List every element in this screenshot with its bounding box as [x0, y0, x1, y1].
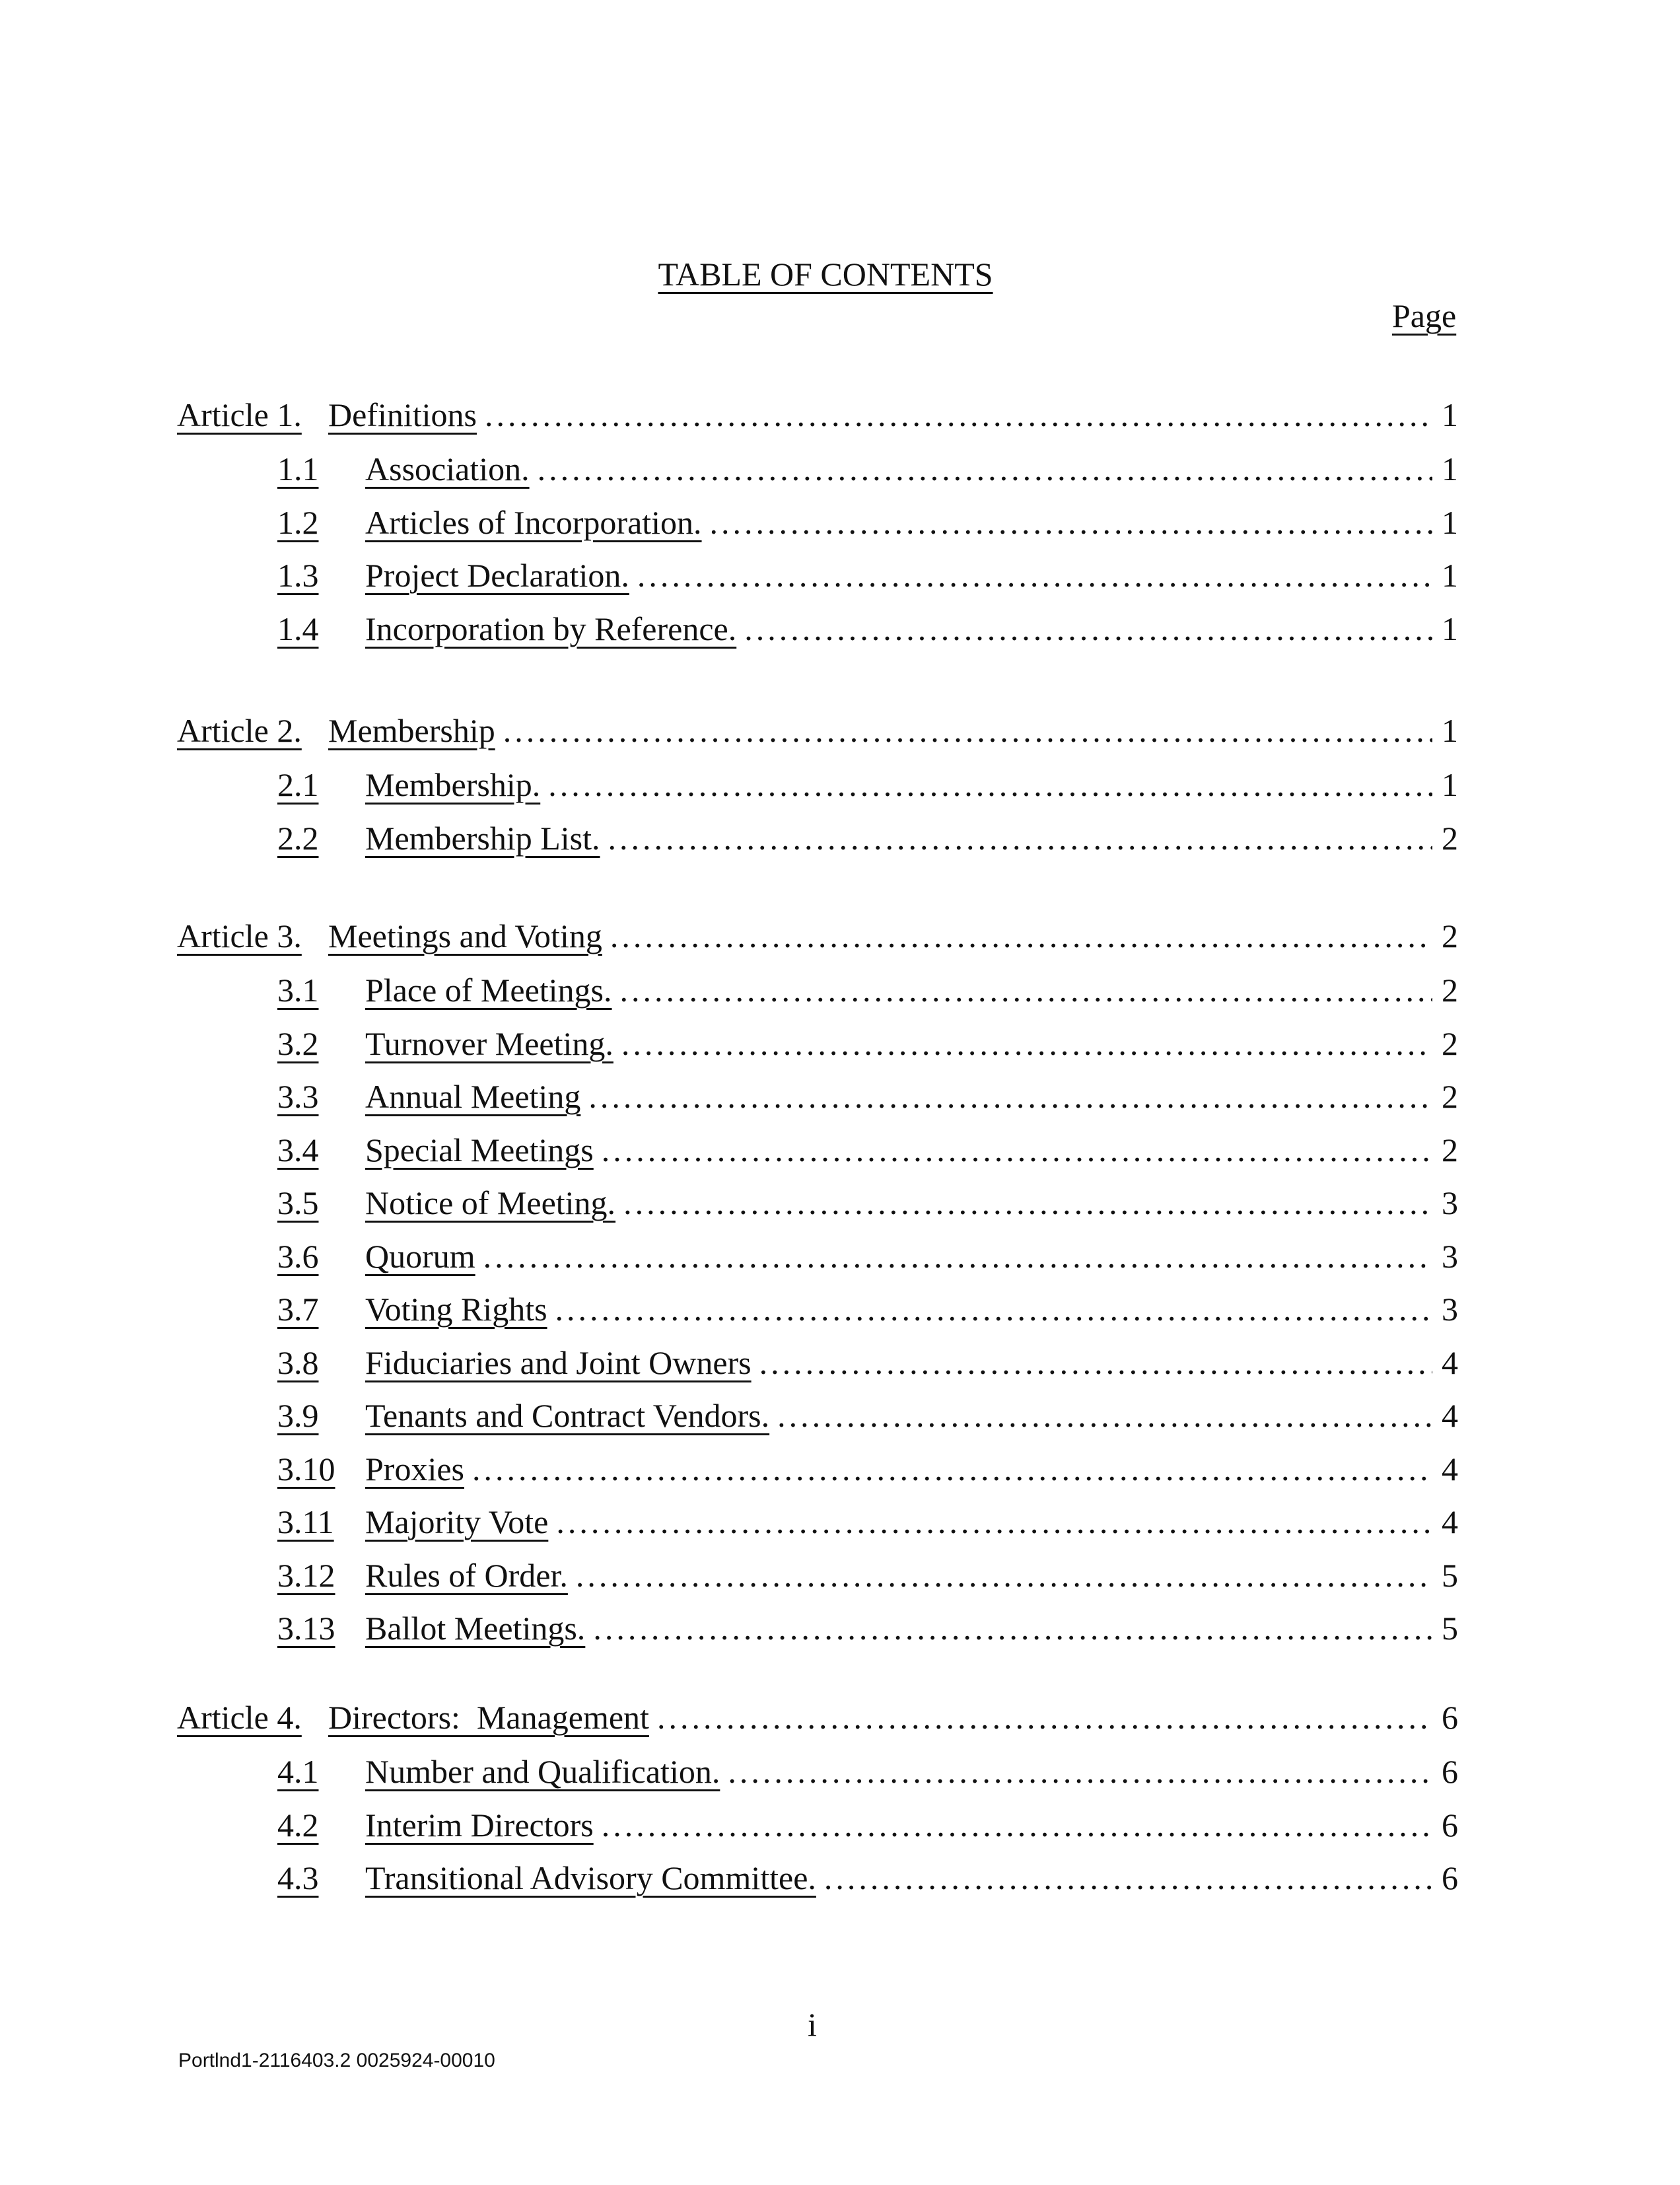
toc-article-row[interactable] — [0, 1698, 1680, 1737]
section-label-wrap — [365, 1396, 1458, 1435]
section-number: 4.2 — [277, 1806, 319, 1844]
dot-leader — [503, 711, 1432, 750]
article-title: Directors: Management — [328, 1699, 649, 1736]
section-label-wrap — [365, 1024, 1458, 1063]
dot-leader — [759, 1343, 1432, 1382]
toc-section-row[interactable] — [0, 765, 1680, 805]
dot-leader — [608, 818, 1432, 858]
section-page-number: 5 — [1442, 1610, 1458, 1647]
section-title: Voting Rights — [365, 1291, 547, 1328]
section-label-wrap — [365, 1858, 1458, 1898]
toc-section-row[interactable] — [0, 1502, 1680, 1542]
section-number: 3.5 — [277, 1184, 319, 1221]
section-page-number: 6 — [1442, 1806, 1458, 1844]
footer-document-id: Portlnd1-2116403.2 0025924-00010 — [178, 2050, 495, 2071]
toc-section-row[interactable] — [0, 1805, 1680, 1845]
toc-title-text: TABLE OF CONTENTS — [658, 256, 993, 293]
section-label-wrap — [365, 1608, 1458, 1648]
section-page-number: 3 — [1442, 1237, 1458, 1275]
section-number: 2.1 — [277, 766, 319, 803]
article-title: Membership — [328, 712, 495, 749]
dot-leader — [623, 1183, 1432, 1223]
toc-section-row[interactable] — [0, 1752, 1680, 1791]
toc-article-row[interactable] — [0, 395, 1680, 435]
dot-leader — [556, 1502, 1432, 1542]
section-page-number: 1 — [1442, 503, 1458, 541]
section-label-wrap — [365, 503, 1458, 542]
section-label-wrap — [365, 765, 1458, 805]
dot-leader — [555, 1289, 1432, 1329]
section-title: Number and Qualification. — [365, 1753, 720, 1790]
toc-section-row[interactable] — [0, 1858, 1680, 1898]
toc-article-row[interactable] — [0, 916, 1680, 956]
section-label-wrap — [365, 449, 1458, 489]
section-title: Membership. — [365, 766, 541, 803]
section-title: Interim Directors — [365, 1806, 594, 1844]
section-title: Membership List. — [365, 819, 600, 857]
article-heading: Article 2. — [177, 712, 302, 749]
toc-article-row[interactable] — [0, 711, 1680, 750]
section-label-wrap — [365, 1343, 1458, 1382]
section-title: Turnover Meeting. — [365, 1024, 613, 1062]
section-label-wrap — [365, 1805, 1458, 1845]
toc-section-row[interactable] — [0, 609, 1680, 649]
dot-leader — [637, 555, 1432, 595]
section-label-wrap — [365, 1502, 1458, 1542]
article-heading: Article 3. — [177, 917, 302, 954]
article-heading: Article 4. — [177, 1699, 302, 1736]
toc-section-row[interactable] — [0, 1449, 1680, 1489]
article-heading: Article 1. — [177, 396, 302, 433]
section-page-number: 1 — [1442, 450, 1458, 487]
section-page-number: 2 — [1442, 819, 1458, 857]
dot-leader — [777, 1396, 1432, 1435]
section-number: 3.7 — [277, 1291, 319, 1328]
section-page-number: 5 — [1442, 1556, 1458, 1594]
dot-leader — [728, 1752, 1432, 1791]
section-page-number: 2 — [1442, 972, 1458, 1009]
toc-section-row[interactable] — [0, 970, 1680, 1010]
section-label-wrap — [365, 609, 1458, 649]
toc-section-row[interactable] — [0, 503, 1680, 542]
toc-section-row[interactable] — [0, 818, 1680, 858]
section-number: 1.3 — [277, 557, 319, 594]
footer-page-number: i — [808, 2006, 817, 2043]
dot-leader — [593, 1608, 1432, 1648]
section-number: 1.2 — [277, 503, 319, 541]
section-page-number: 1 — [1442, 610, 1458, 647]
section-label-wrap — [365, 1449, 1458, 1489]
section-title: Project Declaration. — [365, 557, 629, 594]
section-number: 4.1 — [277, 1753, 319, 1790]
dot-leader — [744, 609, 1432, 649]
section-title: Quorum — [365, 1237, 475, 1275]
section-label-wrap — [365, 1183, 1458, 1223]
toc-title — [0, 254, 1651, 294]
section-title: Ballot Meetings. — [365, 1610, 586, 1647]
section-number: 3.10 — [277, 1450, 335, 1487]
section-page-number: 2 — [1442, 1131, 1458, 1168]
section-title: Special Meetings — [365, 1131, 594, 1168]
dot-leader — [576, 1556, 1432, 1595]
article-page-number: 1 — [1442, 396, 1458, 433]
article-page-number: 6 — [1442, 1699, 1458, 1736]
article-label-wrap — [328, 916, 1458, 956]
section-title: Tenants and Contract Vendors. — [365, 1397, 770, 1434]
section-number: 3.3 — [277, 1078, 319, 1115]
section-number: 3.4 — [277, 1131, 319, 1168]
section-number: 3.2 — [277, 1024, 319, 1062]
section-number: 1.1 — [277, 450, 319, 487]
section-label-wrap — [365, 1289, 1458, 1329]
dot-leader — [472, 1449, 1432, 1489]
dot-leader — [621, 1024, 1432, 1063]
section-page-number: 4 — [1442, 1450, 1458, 1487]
dot-leader — [538, 449, 1432, 489]
section-number: 3.9 — [277, 1397, 319, 1434]
section-page-number: 4 — [1442, 1397, 1458, 1434]
section-title: Transitional Advisory Committee. — [365, 1859, 816, 1896]
section-title: Association. — [365, 450, 530, 487]
section-page-number: 1 — [1442, 557, 1458, 594]
article-label-wrap — [328, 711, 1458, 750]
article-label-wrap — [328, 395, 1458, 435]
section-page-number: 4 — [1442, 1503, 1458, 1540]
section-page-number: 2 — [1442, 1078, 1458, 1115]
section-page-number: 3 — [1442, 1184, 1458, 1221]
section-title: Articles of Incorporation. — [365, 503, 702, 541]
toc-section-row[interactable] — [0, 1183, 1680, 1223]
toc-section-row[interactable] — [0, 1289, 1680, 1329]
section-label-wrap — [365, 1130, 1458, 1170]
section-page-number: 2 — [1442, 1024, 1458, 1062]
section-title: Notice of Meeting. — [365, 1184, 616, 1221]
section-number: 3.12 — [277, 1556, 335, 1594]
section-number: 3.11 — [277, 1503, 334, 1540]
toc-section-row[interactable] — [0, 555, 1680, 595]
section-title: Rules of Order. — [365, 1556, 568, 1594]
section-title: Proxies — [365, 1450, 464, 1487]
section-number: 3.13 — [277, 1610, 335, 1647]
article-page-number: 2 — [1442, 917, 1458, 954]
section-title: Annual Meeting — [365, 1078, 581, 1115]
section-label-wrap — [365, 970, 1458, 1010]
toc-section-row[interactable] — [0, 1396, 1680, 1435]
section-page-number: 4 — [1442, 1343, 1458, 1381]
toc-section-row[interactable] — [0, 449, 1680, 489]
article-title: Meetings and Voting — [328, 917, 602, 954]
section-number: 1.4 — [277, 610, 319, 647]
article-label-wrap — [328, 1698, 1458, 1737]
section-number: 3.6 — [277, 1237, 319, 1275]
toc-section-row[interactable] — [0, 1077, 1680, 1116]
dot-leader — [485, 395, 1432, 435]
toc-section-row[interactable] — [0, 1130, 1680, 1170]
section-number: 3.8 — [277, 1343, 319, 1381]
page-column-header: Page — [1392, 297, 1457, 334]
dot-leader — [602, 1130, 1432, 1170]
section-title: Incorporation by Reference. — [365, 610, 737, 647]
section-title: Place of Meetings. — [365, 972, 612, 1009]
dot-leader — [548, 765, 1432, 805]
section-number: 3.1 — [277, 972, 319, 1009]
dot-leader — [657, 1698, 1432, 1737]
dot-leader — [483, 1236, 1432, 1276]
dot-leader — [602, 1805, 1432, 1845]
section-label-wrap — [365, 818, 1458, 858]
section-label-wrap — [365, 1556, 1458, 1595]
dot-leader — [588, 1077, 1432, 1116]
section-title: Fiduciaries and Joint Owners — [365, 1343, 752, 1381]
section-page-number: 3 — [1442, 1291, 1458, 1328]
article-title: Definitions — [328, 396, 477, 433]
section-label-wrap — [365, 1236, 1458, 1276]
dot-leader — [710, 503, 1432, 542]
dot-leader — [610, 916, 1432, 956]
section-label-wrap — [365, 1077, 1458, 1116]
section-label-wrap — [365, 1752, 1458, 1791]
section-number: 2.2 — [277, 819, 319, 857]
section-page-number: 6 — [1442, 1859, 1458, 1896]
section-title: Majority Vote — [365, 1503, 549, 1540]
dot-leader — [824, 1858, 1432, 1898]
toc-section-row[interactable] — [0, 1236, 1680, 1276]
article-page-number: 1 — [1442, 712, 1458, 749]
toc-section-row[interactable] — [0, 1343, 1680, 1382]
section-page-number: 1 — [1442, 766, 1458, 803]
toc-section-row[interactable] — [0, 1556, 1680, 1595]
section-number: 4.3 — [277, 1859, 319, 1896]
dot-leader — [620, 970, 1432, 1010]
section-page-number: 6 — [1442, 1753, 1458, 1790]
section-label-wrap — [365, 555, 1458, 595]
toc-section-row[interactable] — [0, 1608, 1680, 1648]
toc-section-row[interactable] — [0, 1024, 1680, 1063]
